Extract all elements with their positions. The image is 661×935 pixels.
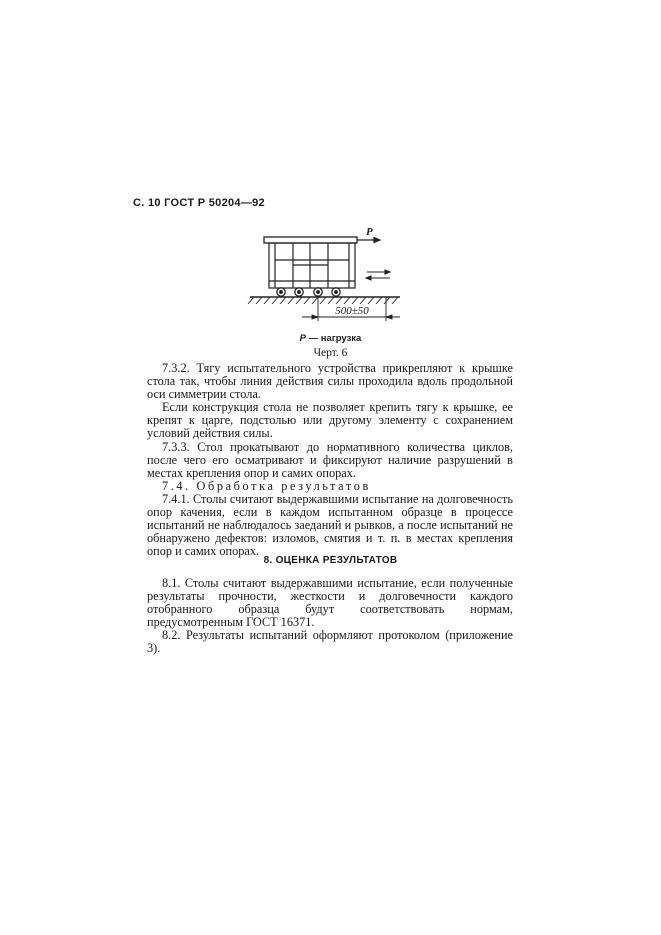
table-body [269, 243, 355, 288]
test-rig-figure [240, 225, 410, 325]
paragraph-7-4-1: 7.4.1. Столы считают выдержавшими испытание на долговечность опор качения, если в каждом испытанном образце в процессе испытаний не наблюдалось заеданий и рывков, а после испытаний не обнаружено дефектов: изломов, смятия и т. п. в местах крепления опор и самих опорах. [147, 491, 513, 559]
caption-text: — нагрузка [305, 333, 362, 344]
table-top [264, 237, 357, 243]
section-8-text [147, 577, 513, 656]
caption-symbol: P [299, 333, 306, 344]
paragraph-7-3-3: 7.3.3. Стол прокатывают до нормативного количества циклов, после чего его осматривают и фиксируют наличие разрушений в местах крепления опор и самих опорах. [147, 439, 513, 480]
paragraph-8-1: 8.1. Столы считают выдержавшими испытание, если полученные результаты прочности, жесткости и долговечности каждого отобранного образца будут соответствовать нормам, предусмотренным ГОСТ 16371. [147, 576, 513, 630]
figure-caption [0, 333, 661, 344]
paragraph-7-3-2: 7.3.2. Тягу испытательного устройства прикрепляют к крышке стола так, чтобы линия действия силы проходила вдоль продольной оси симметрии стола. [147, 361, 513, 402]
caster-wheels [277, 288, 340, 296]
floor-hatching [248, 297, 398, 304]
page-header: С. 10 ГОСТ Р 50204—92 [133, 197, 265, 209]
force-arrow [357, 238, 380, 243]
section-title-8: 8. ОЦЕНКА РЕЗУЛЬТАТОВ [263, 555, 398, 566]
subsection-title-7-4: 7.4. Обработка результатов [162, 478, 371, 493]
figure-number: Черт. 6 [313, 347, 348, 359]
motion-arrows [366, 270, 390, 280]
body-text-block [147, 362, 513, 558]
paragraph-8-2: 8.2. Результаты испытаний оформляют протоколом (приложение 3). [147, 628, 513, 656]
dimension-label: 500±50 [335, 305, 369, 317]
paragraph-7-3-2-note: Если конструкция стола не позволяет крепить тягу к крышке, ее крепят к царге, подстолью или другому элементу с сохранением условий действия силы. [147, 400, 513, 441]
force-label: P [366, 226, 373, 238]
